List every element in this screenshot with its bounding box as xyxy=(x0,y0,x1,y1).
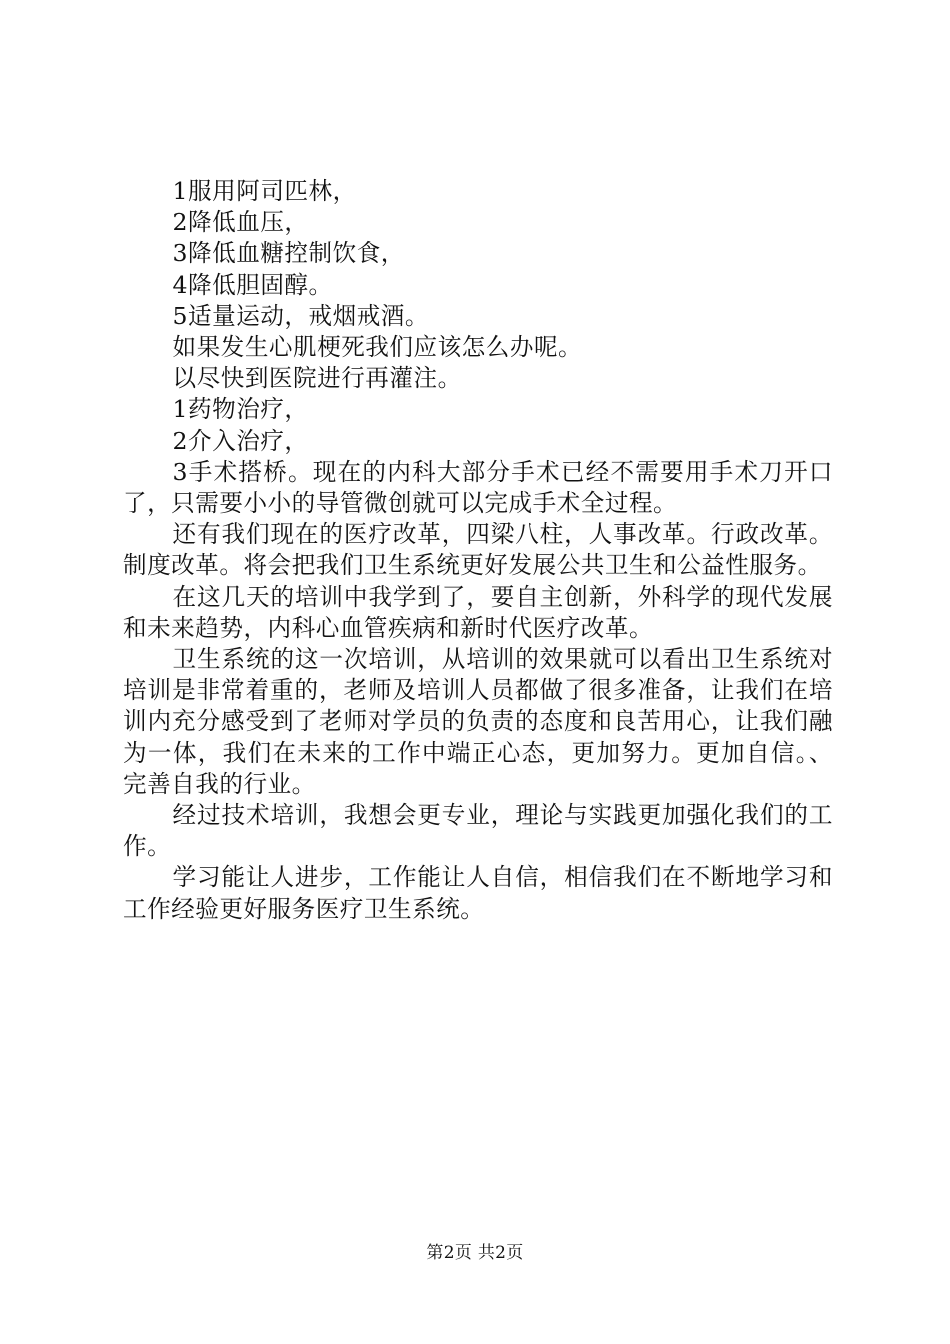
paragraph-13: 卫生系统的这一次培训，从培训的效果就可以看出卫生系统对培训是非常着重的，老师及培训人员都做了很多准备，让我们在培训内充分感受到了老师对学员的负责的态度和良苦用心，让我们融为一体，我们在未来的工作中端正心态，更加努力。更加自信。、完善自我的行业。 xyxy=(123,645,833,798)
paragraph-5: 5适量运动，戒烟戒酒。 xyxy=(172,301,429,330)
paragraph-12: 在这几天的培训中我学到了，要自主创新，外科学的现代发展和未来趋势，内科心血管疾病和新时代医疗改革。 xyxy=(123,582,833,642)
paragraph-4: 4降低胆固醇。 xyxy=(172,270,333,299)
page-number-label: 第2页 共2页 xyxy=(426,1243,524,1263)
paragraph-9: 2介入治疗， xyxy=(172,426,309,455)
document-body xyxy=(123,176,833,925)
paragraph-11: 还有我们现在的医疗改革，四梁八柱，人事改革。行政改革。制度改革。将会把我们卫生系统更好发展公共卫生和公益性服务。 xyxy=(123,520,833,580)
paragraph-14: 经过技术培训，我想会更专业，理论与实践更加强化我们的工作。 xyxy=(123,801,833,861)
paragraph-10: 3手术搭桥。现在的内科大部分手术已经不需要用手术刀开口了，只需要小小的导管微创就可以完成手术全过程。 xyxy=(123,457,833,518)
paragraph-2: 2降低血压， xyxy=(172,208,309,237)
paragraph-1: 1服用阿司匹林， xyxy=(172,177,357,205)
paragraph-7: 以尽快到医院进行再灌注。 xyxy=(172,364,462,393)
paragraph-6: 如果发生心肌梗死我们应该怎么办呢。 xyxy=(172,333,583,362)
paragraph-3: 3降低血糖控制饮食， xyxy=(172,239,405,268)
paragraph-15: 学习能让人进步，工作能让人自信，相信我们在不断地学习和工作经验更好服务医疗卫生系统。 xyxy=(123,863,833,923)
paragraph-8: 1药物治疗， xyxy=(172,395,309,424)
page-footer xyxy=(0,1242,950,1264)
